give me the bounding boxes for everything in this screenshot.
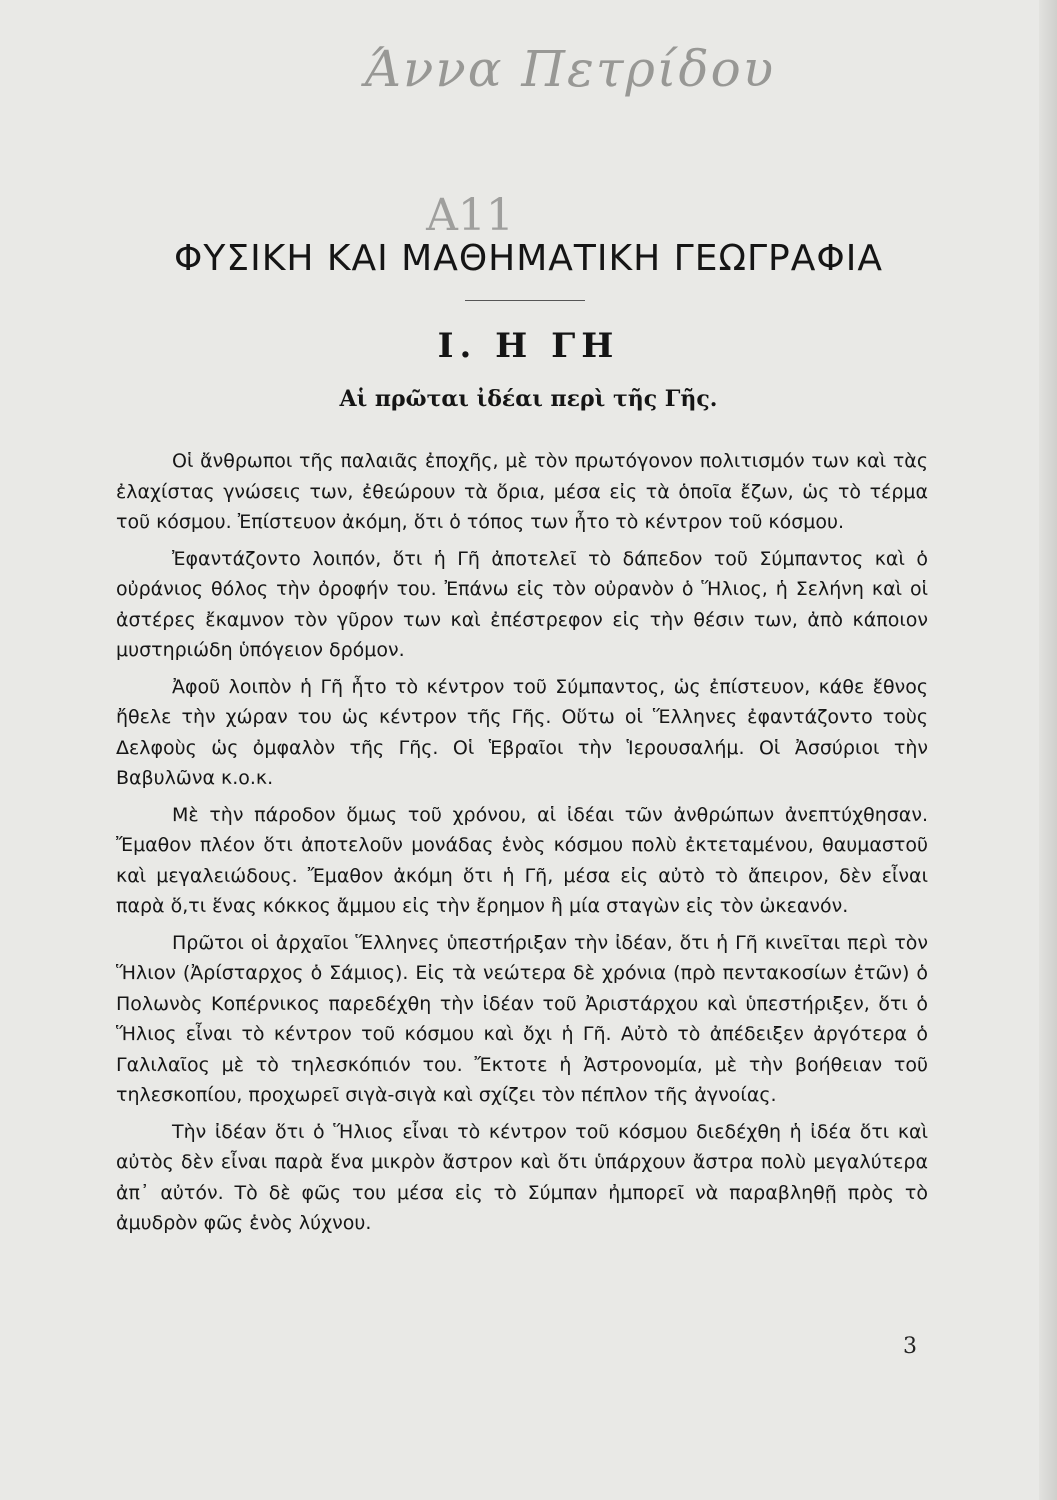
title-divider bbox=[465, 300, 585, 301]
paragraph-1: Οἱ ἄνθρωποι τῆς παλαιᾶς ἐποχῆς, μὲ τὸν πρωτόγονον πολιτισμόν των καὶ τὰς ἐλαχίστας γνώσεις των, ἐθεώρουν τὰ ὅρια, μέσα εἰς τὰ ὁποῖα ἔζων, ὡς τὸ τέρμα τοῦ κόσμου. Ἐπίστευον ἀκόμη, ὅτι ὁ τόπος των ἦτο τὸ κέντρον τοῦ κόσμου. bbox=[116, 450, 928, 533]
handwritten-signature bbox=[360, 40, 780, 241]
paragraph-2: Ἐφαντάζοντο λοιπόν, ὅτι ἡ Γῆ ἀποτελεῖ τὸ δάπεδον τοῦ Σύμπαντος καὶ ὁ οὐράνιος θόλος τὴν ὀροφήν του. Ἐπάνω εἰς τὸν οὐρανὸν ὁ Ἥλιος, ἡ Σελήνη καὶ οἱ ἀστέρες ἔκαμνον τὸν γῦρον των καὶ ἐπέστρεφον εἰς τὴν θέσιν των, ἀπὸ κάποιον μυστηριώδη ὑπόγειον δρόμον. bbox=[116, 547, 928, 661]
paragraph-3: Ἀφοῦ λοιπὸν ἡ Γῆ ἦτο τὸ κέντρον τοῦ Σύμπαντος, ὡς ἐπίστευον, κάθε ἔθνος ἤθελε τὴν χώραν του ὡς κέντρον τῆς Γῆς. Οὕτω οἱ Ἕλληνες ἐφαντάζοντο τοὺς Δελφοὺς ὡς ὀμφαλὸν τῆς Γῆς. Οἱ Ἑβραῖοι τὴν Ἱερουσαλήμ. Οἱ Ἀσσύριοι τὴν Βαβυλῶνα κ.ο.κ. bbox=[116, 675, 928, 789]
page-number: 3 bbox=[903, 1334, 917, 1359]
handwritten-owner-name: Άννα Πετρίδου bbox=[364, 40, 776, 98]
page-title: ΦΥΣΙΚΗ ΚΑΙ ΜΑΘΗΜΑΤΙΚΗ ΓΕΩΓΡΑΦΙΑ bbox=[174, 238, 883, 279]
paragraph-5: Πρῶτοι οἱ ἀρχαῖοι Ἕλληνες ὑπεστήριξαν τὴν ἰδέαν, ὅτι ἡ Γῆ κινεῖται περὶ τὸν Ἥλιον (Ἀρίσταρχος ὁ Σάμιος). Εἰς τὰ νεώτερα δὲ χρόνια (πρὸ πεντακοσίων ἐτῶν) ὁ Πολωνὸς Κοπέρνικος παρεδέχθη τὴν ἰδέαν τοῦ Ἀριστάρχου καὶ ὑπεστήριξεν, ὅτι ὁ Ἥλιος εἶναι τὸ κέντρον τοῦ κόσμου καὶ ὄχι ἡ Γῆ. Αὐτὸ τὸ ἀπέδειξεν ἀργότερα ὁ Γαλιλαῖος μὲ τὸ τηλεσκόπιόν του. Ἔκτοτε ἡ Ἀστρονομία, μὲ τὴν βοήθειαν τοῦ τηλεσκοπίου, προχωρεῖ σιγὰ-σιγὰ καὶ σχίζει τὸν πέπλον τῆς ἀγνοίας. bbox=[116, 931, 928, 1106]
handwritten-mark: Α11 bbox=[426, 190, 514, 241]
chapter-heading: Ι. Η ΓΗ bbox=[437, 326, 620, 366]
paragraph-4: Μὲ τὴν πάροδον ὅμως τοῦ χρόνου, αἱ ἰδέαι τῶν ἀνθρώπων ἀνεπτύχθησαν. Ἔμαθον πλέον ὅτι ἀποτελοῦν μονάδας ἑνὸς κόσμου πολὺ ἐκτεταμένου, θαυμαστοῦ καὶ μεγαλειώδους. Ἔμαθον ἀκόμη ὅτι ἡ Γῆ, μέσα εἰς αὐτὸ τὸ ἄπειρον, δὲν εἶναι παρὰ ὅ,τι ἕνας κόκκος ἄμμου εἰς τὴν ἔρημον ἢ μία σταγὼν εἰς τὸν ὠκεανόν. bbox=[116, 803, 928, 917]
body-text bbox=[116, 446, 928, 1245]
page-edge-shadow bbox=[1039, 0, 1057, 1500]
paragraph-6: Τὴν ἰδέαν ὅτι ὁ Ἥλιος εἶναι τὸ κέντρον τοῦ κόσμου διεδέχθη ἡ ἰδέα ὅτι καὶ αὐτὸς δὲν εἶναι παρὰ ἕνα μικρὸν ἄστρον καὶ ὅτι ὑπάρχουν ἄστρα πολὺ μεγαλύτερα ἀπ᾿ αὐτόν. Τὸ δὲ φῶς του μέσα εἰς τὸ Σύμπαν ἠμπορεῖ νὰ παραβληθῇ πρὸς τὸ ἀμυδρὸν φῶς ἑνὸς λύχνου. bbox=[116, 1120, 928, 1234]
section-subtitle: Αἱ πρῶται ἰδέαι περὶ τῆς Γῆς. bbox=[339, 386, 718, 412]
